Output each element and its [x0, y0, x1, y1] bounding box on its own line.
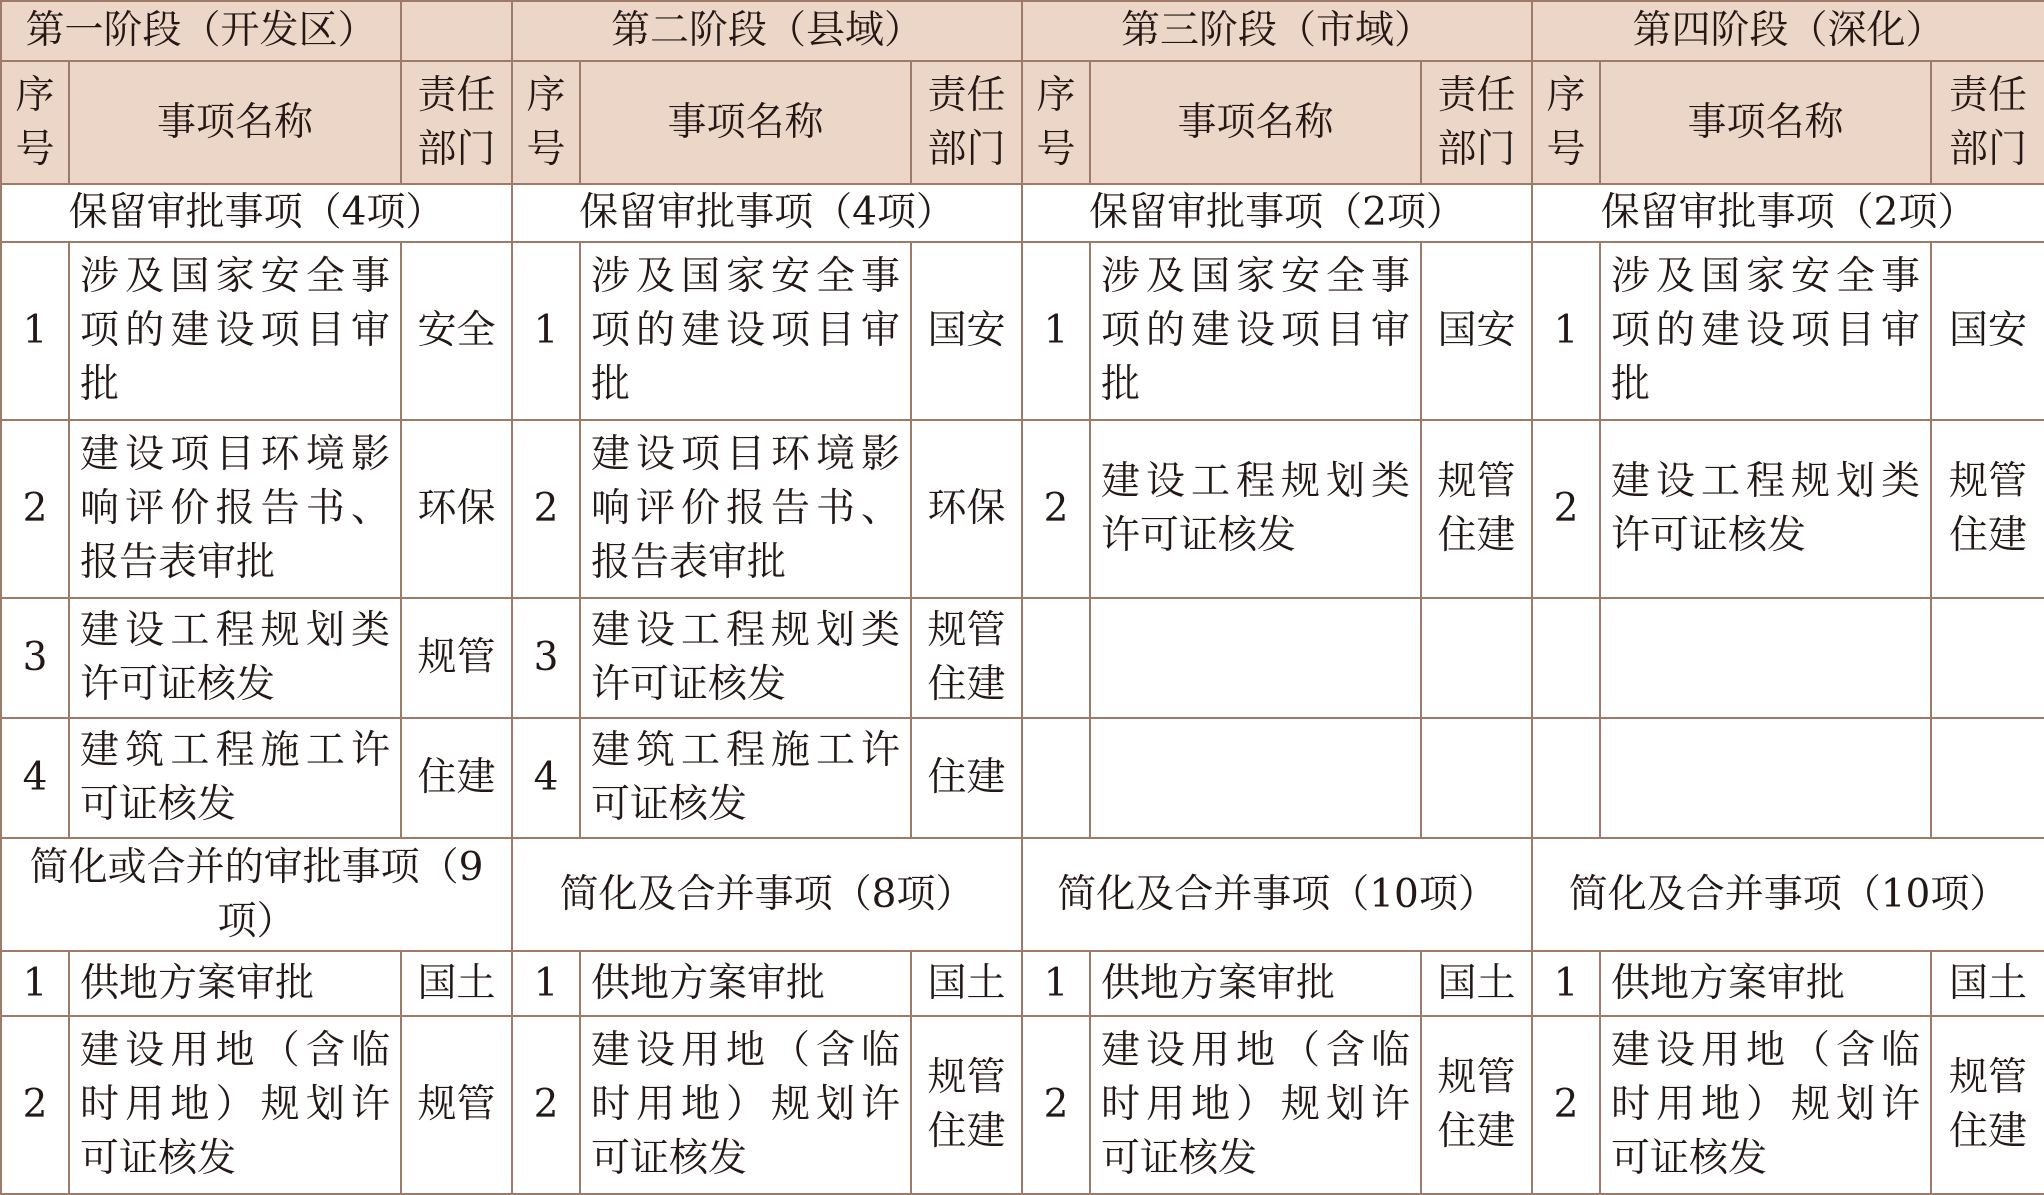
item-seq: 2 — [1532, 420, 1600, 598]
item-name: 建设工程规划类许可证核发 — [69, 598, 401, 718]
column-header-dept: 责任部门 — [401, 61, 512, 184]
empty-cell — [1022, 598, 1090, 718]
empty-cell — [1600, 598, 1931, 718]
empty-cell — [1022, 718, 1090, 838]
item-seq: 2 — [1, 1016, 69, 1194]
section-heading: 简化及合并事项（8项） — [512, 838, 1022, 951]
stage-header: 第四阶段（深化） — [1532, 1, 2044, 61]
section-heading: 保留审批事项（2项） — [1022, 184, 1532, 242]
item-name: 建设项目环境影响评价报告书、报告表审批 — [580, 420, 911, 598]
item-dept: 国土 — [1421, 951, 1532, 1016]
item-seq: 4 — [512, 718, 580, 838]
item-name: 建筑工程施工许可证核发 — [580, 718, 911, 838]
empty-cell — [1600, 718, 1931, 838]
item-name: 建设工程规划类许可证核发 — [1090, 420, 1421, 598]
item-dept: 规管住建 — [911, 1016, 1022, 1194]
column-header-name: 事项名称 — [69, 61, 401, 184]
item-dept: 规管 — [401, 598, 512, 718]
stage-header: 第二阶段（县域） — [512, 1, 1022, 61]
item-name: 涉及国家安全事项的建设项目审批 — [1600, 242, 1931, 420]
item-name: 供地方案审批 — [580, 951, 911, 1016]
item-dept: 环保 — [401, 420, 512, 598]
column-header-row — [1, 61, 2044, 184]
item-seq: 3 — [1, 598, 69, 718]
item-name: 建设用地（含临时用地）规划许可证核发 — [1090, 1016, 1421, 1194]
item-name: 供地方案审批 — [69, 951, 401, 1016]
item-name: 建设用地（含临时用地）规划许可证核发 — [69, 1016, 401, 1194]
section-heading: 保留审批事项（4项） — [1, 184, 512, 242]
column-header-name: 事项名称 — [1600, 61, 1931, 184]
table-row — [1, 718, 2044, 838]
column-header-name: 事项名称 — [1090, 61, 1421, 184]
item-seq: 1 — [1, 951, 69, 1016]
item-seq: 1 — [1532, 242, 1600, 420]
item-seq: 1 — [1, 242, 69, 420]
item-dept: 规管住建 — [911, 598, 1022, 718]
item-dept: 安全 — [401, 242, 512, 420]
section-heading: 保留审批事项（4项） — [512, 184, 1022, 242]
item-name: 涉及国家安全事项的建设项目审批 — [1090, 242, 1421, 420]
item-seq: 1 — [512, 242, 580, 420]
item-seq: 2 — [512, 420, 580, 598]
column-header-dept: 责任部门 — [911, 61, 1022, 184]
column-header-name: 事项名称 — [580, 61, 911, 184]
table-row — [1, 951, 2044, 1016]
stage-header-blank — [401, 1, 512, 61]
item-dept: 规管住建 — [1421, 1016, 1532, 1194]
empty-cell — [1421, 718, 1532, 838]
item-dept: 环保 — [911, 420, 1022, 598]
column-header-dept: 责任部门 — [1931, 61, 2044, 184]
item-seq: 1 — [1022, 951, 1090, 1016]
item-dept: 规管住建 — [1421, 420, 1532, 598]
item-name: 建设用地（含临时用地）规划许可证核发 — [1600, 1016, 1931, 1194]
section-heading: 简化及合并事项（10项） — [1022, 838, 1532, 951]
column-header-seq: 序号 — [1, 61, 69, 184]
column-header-dept: 责任部门 — [1421, 61, 1532, 184]
item-dept: 国安 — [911, 242, 1022, 420]
column-header-seq: 序号 — [512, 61, 580, 184]
table-row — [1, 598, 2044, 718]
item-seq: 2 — [512, 1016, 580, 1194]
table-row — [1, 1016, 2044, 1194]
item-name: 建筑工程施工许可证核发 — [69, 718, 401, 838]
item-seq: 2 — [1, 420, 69, 598]
item-seq: 4 — [1, 718, 69, 838]
section-heading: 简化或合并的审批事项（9项） — [1, 838, 512, 951]
item-name: 建设项目环境影响评价报告书、报告表审批 — [69, 420, 401, 598]
item-seq: 2 — [1532, 1016, 1600, 1194]
item-seq: 1 — [1022, 242, 1090, 420]
item-dept: 住建 — [401, 718, 512, 838]
table-row — [1, 242, 2044, 420]
item-seq: 2 — [1022, 1016, 1090, 1194]
item-name: 供地方案审批 — [1090, 951, 1421, 1016]
empty-cell — [1931, 598, 2044, 718]
item-dept: 规管住建 — [1931, 1016, 2044, 1194]
empty-cell — [1421, 598, 1532, 718]
retained-section-row — [1, 184, 2044, 242]
empty-cell — [1090, 718, 1421, 838]
item-dept: 国安 — [1421, 242, 1532, 420]
item-seq: 3 — [512, 598, 580, 718]
empty-cell — [1532, 598, 1600, 718]
item-seq: 1 — [1532, 951, 1600, 1016]
item-name: 供地方案审批 — [1600, 951, 1931, 1016]
item-dept: 规管 — [401, 1016, 512, 1194]
item-name: 涉及国家安全事项的建设项目审批 — [580, 242, 911, 420]
column-header-seq: 序号 — [1532, 61, 1600, 184]
item-dept: 国安 — [1931, 242, 2044, 420]
item-dept: 住建 — [911, 718, 1022, 838]
item-dept: 国土 — [1931, 951, 2044, 1016]
item-dept: 规管住建 — [1931, 420, 2044, 598]
stage-header: 第一阶段（开发区） — [1, 1, 401, 61]
item-name: 涉及国家安全事项的建设项目审批 — [69, 242, 401, 420]
item-dept: 国土 — [911, 951, 1022, 1016]
empty-cell — [1532, 718, 1600, 838]
empty-cell — [1090, 598, 1421, 718]
stage-header: 第三阶段（市域） — [1022, 1, 1532, 61]
empty-cell — [1931, 718, 2044, 838]
column-header-seq: 序号 — [1022, 61, 1090, 184]
section-heading: 简化及合并事项（10项） — [1532, 838, 2044, 951]
item-seq: 1 — [512, 951, 580, 1016]
item-name: 建设工程规划类许可证核发 — [580, 598, 911, 718]
item-dept: 国土 — [401, 951, 512, 1016]
item-name: 建设工程规划类许可证核发 — [1600, 420, 1931, 598]
stage-header-row — [1, 1, 2044, 61]
table-row — [1, 420, 2044, 598]
simplified-section-row — [1, 838, 2044, 951]
item-seq: 2 — [1022, 420, 1090, 598]
item-name: 建设用地（含临时用地）规划许可证核发 — [580, 1016, 911, 1194]
section-heading: 保留审批事项（2项） — [1532, 184, 2044, 242]
